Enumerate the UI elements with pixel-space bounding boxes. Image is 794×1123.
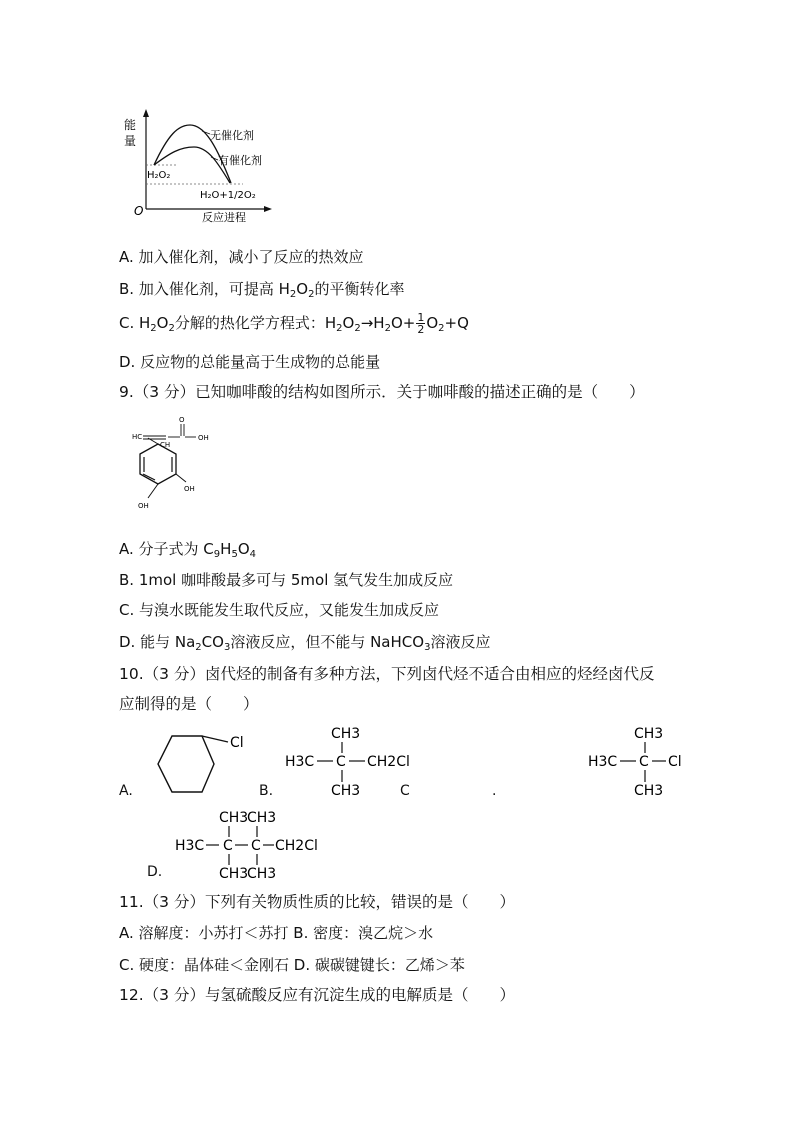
text: H xyxy=(220,540,232,558)
text: 溶液反应，但不能与 NaHCO xyxy=(230,633,425,651)
vinyl-ch: CH xyxy=(160,441,171,449)
tert-butyl-chloride-structure xyxy=(588,722,698,800)
left-methyl: H3C xyxy=(175,838,205,854)
chlorine-label: Cl xyxy=(230,735,244,751)
label-catalyzed: 有催化剂 xyxy=(218,154,262,167)
q11-options-ab: A. 溶解度：小苏打＜苏打 B. 密度：溴乙烷＞水 xyxy=(119,924,434,942)
carbonyl-o: O xyxy=(179,416,185,424)
energy-diagram xyxy=(118,105,278,225)
subscript: 2 xyxy=(289,289,297,300)
subscript: 5 xyxy=(231,549,238,560)
label-product: H₂O+1/2O₂ xyxy=(200,190,256,201)
text: CO xyxy=(201,633,224,651)
bottom-methyl: CH3 xyxy=(331,783,361,799)
bond-ring-oh-para xyxy=(148,484,158,498)
acid-oh: OH xyxy=(198,434,209,442)
q9-option-d xyxy=(119,632,490,652)
bottom-methyl-1: CH3 xyxy=(219,866,249,882)
q10-option-b-label: B. xyxy=(259,783,274,799)
q10-stem-line2: 应制得的是（ ） xyxy=(119,695,259,713)
q8-option-d: D. 反应物的总能量高于生成物的总能量 xyxy=(119,353,381,371)
bottom-methyl-2: CH3 xyxy=(247,866,277,882)
label-uncatalyzed: 无催化剂 xyxy=(210,129,254,142)
top-methyl-2: CH3 xyxy=(247,810,277,826)
chloromethyl: CH2Cl xyxy=(275,838,318,854)
q8-option-c xyxy=(119,312,469,335)
text: A. 分子式为 C xyxy=(119,540,214,558)
label-x-axis: 反应进程 xyxy=(202,211,246,224)
left-methyl: H3C xyxy=(588,754,618,770)
q8-option-b xyxy=(119,279,404,299)
chloromethyl: CH2Cl xyxy=(367,754,410,770)
q10-option-c-dot: . xyxy=(492,783,497,799)
phenol-oh-para: OH xyxy=(138,502,149,510)
top-methyl: CH3 xyxy=(634,726,664,742)
text: C. H xyxy=(119,314,151,332)
fraction-denominator: 2 xyxy=(417,323,425,336)
text: O+ xyxy=(390,314,416,332)
q10-stem-line1: 10.（3 分）卤代烃的制备有多种方法，下列卤代烃不适合由相应的烃经卤代反 xyxy=(119,665,655,683)
q10-option-d-label: D. xyxy=(147,864,163,880)
subscript: 9 xyxy=(213,549,221,560)
bond-ring-cl xyxy=(202,736,228,742)
subscript: 3 xyxy=(223,642,231,653)
caffeic-acid-structure xyxy=(118,412,228,532)
fraction-numerator: 1 xyxy=(417,311,425,324)
q10-option-a-label: A. xyxy=(119,783,133,799)
label-reactant: H₂O₂ xyxy=(147,170,171,181)
text: 的平衡转化率 xyxy=(314,280,405,298)
q10-option-c-label: C xyxy=(400,783,410,799)
text: →H xyxy=(360,314,385,332)
subscript: 2 xyxy=(195,642,202,653)
y-axis-arrow-icon xyxy=(143,109,149,117)
subscript: 2 xyxy=(354,323,361,334)
label-origin: O xyxy=(134,204,144,218)
bottom-methyl: CH3 xyxy=(634,783,664,799)
y-label-1: 能 xyxy=(124,118,137,132)
subscript: 2 xyxy=(384,323,391,334)
q9-option-a xyxy=(119,539,256,559)
text: 分解的热化学方程式：H xyxy=(174,314,337,332)
bond-ring-oh-meta xyxy=(176,474,186,482)
central-carbon: C xyxy=(336,754,346,770)
subscript: 2 xyxy=(150,323,157,334)
text: O xyxy=(296,280,309,298)
q8-option-a: A. 加入催化剂，减小了反应的热效应 xyxy=(119,248,364,266)
text: O xyxy=(426,314,439,332)
fraction xyxy=(416,312,425,335)
chlorocyclohexane-structure xyxy=(150,728,250,798)
x-axis-arrow-icon xyxy=(264,206,272,212)
top-methyl: CH3 xyxy=(331,726,361,742)
vinyl-hc: HC xyxy=(132,433,143,441)
neopentyl-chloride-structure xyxy=(283,722,413,800)
q11-options-cd: C. 硬度：晶体硅＜金刚石 D. 碳碳键键长：乙烯＞苯 xyxy=(119,956,465,974)
text: O xyxy=(342,314,355,332)
cyclohexane-ring xyxy=(158,736,214,792)
subscript: 2 xyxy=(308,289,315,300)
benzene-ring xyxy=(140,444,176,484)
subscript: 2 xyxy=(438,323,445,334)
text: +Q xyxy=(444,314,469,332)
subscript: 3 xyxy=(424,642,431,653)
carbon-2: C xyxy=(251,838,261,854)
subscript: 4 xyxy=(249,549,256,560)
trimethyl-chloropentane-structure xyxy=(173,806,333,882)
q9-stem: 9.（3 分）已知咖啡酸的结构如图所示．关于咖啡酸的描述正确的是（ ） xyxy=(119,383,645,401)
text: 溶液反应 xyxy=(430,633,491,651)
carbon-1: C xyxy=(223,838,233,854)
q11-stem: 11.（3 分）下列有关物质性质的比较，错误的是（ ） xyxy=(119,893,515,911)
q9-option-c: C. 与溴水既能发生取代反应，又能发生加成反应 xyxy=(119,601,440,619)
text: B. 加入催化剂，可提高 H xyxy=(119,280,290,298)
text: D. 能与 Na xyxy=(119,633,196,651)
text: O xyxy=(237,540,250,558)
subscript: 2 xyxy=(336,323,343,334)
subscript: 2 xyxy=(168,323,175,334)
phenol-oh-meta: OH xyxy=(184,485,195,493)
y-label-2: 量 xyxy=(124,134,137,148)
top-methyl-1: CH3 xyxy=(219,810,249,826)
left-methyl: H3C xyxy=(285,754,315,770)
text: O xyxy=(156,314,169,332)
q9-option-b: B. 1mol 咖啡酸最多可与 5mol 氢气发生加成反应 xyxy=(119,571,454,589)
q12-stem: 12.（3 分）与氢硫酸反应有沉淀生成的电解质是（ ） xyxy=(119,986,515,1004)
central-carbon: C xyxy=(639,754,649,770)
chlorine-label: Cl xyxy=(668,754,682,770)
